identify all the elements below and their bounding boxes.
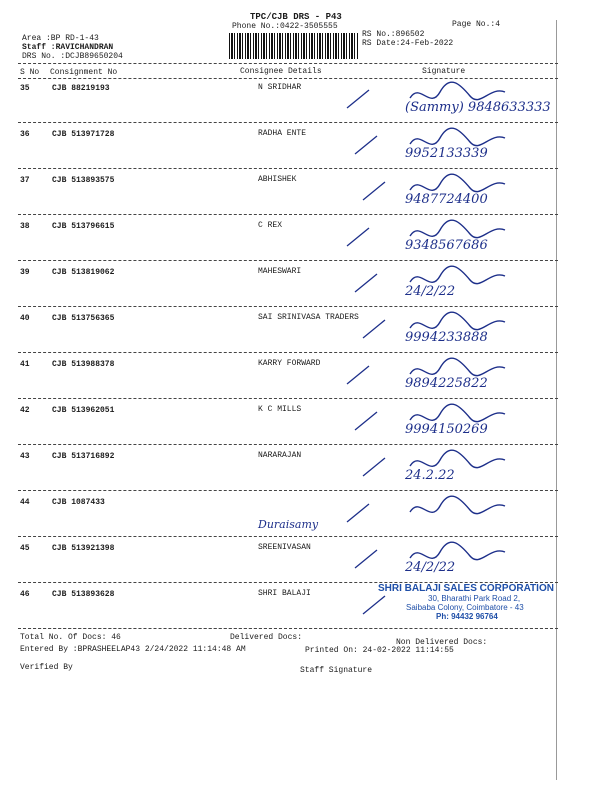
row-serial: 36: [20, 130, 30, 139]
page-number: Page No.:4: [452, 20, 501, 29]
row-serial: 46: [20, 590, 30, 599]
row-consignment-no: CJB 513962051: [52, 406, 115, 415]
handwritten-signature: 24.2.22: [405, 468, 455, 483]
divider: [18, 168, 558, 169]
divider: [18, 306, 558, 307]
right-margin-line: [556, 20, 557, 780]
document-title: TPC/CJB DRS - P43: [250, 12, 342, 22]
row-consignee: K C MILLS: [258, 405, 302, 414]
verified-by: Verified By: [20, 663, 73, 672]
staff-signature: Staff Signature: [300, 666, 373, 675]
row-consignment-no: CJB 513716892: [52, 452, 115, 461]
row-consignee: SREENIVASAN: [258, 543, 311, 552]
handwritten-signature: 9894225822: [405, 376, 488, 391]
col-consignee: Consignee Details: [240, 67, 322, 76]
row-serial: 42: [20, 406, 30, 415]
row-consignment-no: CJB 513893628: [52, 590, 115, 599]
signature-scribble-icon: [355, 80, 555, 120]
divider: [18, 490, 558, 491]
divider: [18, 63, 558, 64]
row-serial: 44: [20, 498, 30, 507]
signature-scribble-icon: [355, 172, 555, 212]
row-serial: 39: [20, 268, 30, 277]
non-delivered-docs: Non Delivered Docs:: [396, 638, 488, 647]
handwritten-signature: 24/2/22: [405, 284, 456, 299]
divider: [18, 122, 558, 123]
row-consignee: MAHESWARI: [258, 267, 302, 276]
divider: [18, 444, 558, 445]
row-consignment-no: CJB 513971728: [52, 130, 115, 139]
row-consignee: RADHA ENTE: [258, 129, 307, 138]
row-serial: 40: [20, 314, 30, 323]
phone-number: Phone No.:0422-3505555: [232, 22, 338, 31]
divider: [18, 352, 558, 353]
signature-scribble-icon: [355, 264, 555, 304]
barcode: [229, 33, 359, 59]
total-docs: Total No. Of Docs: 46: [20, 633, 121, 642]
signature-scribble-icon: [355, 218, 555, 258]
handwritten-signature: 9952133339: [405, 146, 488, 161]
divider: [18, 214, 558, 215]
row-consignee: C REX: [258, 221, 283, 230]
company-stamp: [378, 583, 558, 643]
stamp-line: SHRI BALAJI SALES CORPORATION: [378, 583, 554, 594]
rs-date: RS Date:24-Feb-2022: [362, 39, 454, 48]
col-sno: S No: [20, 68, 40, 77]
col-consignment: Consignment No: [50, 68, 118, 77]
row-serial: 43: [20, 452, 30, 461]
row-consignee: N SRIDHAR: [258, 83, 302, 92]
row-consignee: SAI SRINIVASA TRADERS: [258, 313, 359, 322]
row-consignee: ABHISHEK: [258, 175, 297, 184]
signature-scribble-icon: [355, 126, 555, 166]
row-consignment-no: CJB 88219193: [52, 84, 110, 93]
divider: [18, 536, 558, 537]
printed-on: Printed On: 24-02-2022 11:14:55: [305, 646, 454, 655]
stamp-line: Saibaba Colony, Coimbatore - 43: [406, 603, 524, 612]
drs-number: DRS No. :DCJB89650204: [22, 52, 123, 61]
row-consignment-no: CJB 513796615: [52, 222, 115, 231]
row-consignment-no: CJB 513988378: [52, 360, 115, 369]
row-consignee: KARRY FORWARD: [258, 359, 321, 368]
delivered-docs: Delivered Docs:: [230, 633, 303, 642]
divider: [18, 78, 558, 79]
handwritten-signature: 9348567686: [405, 238, 488, 253]
row-consignee: SHRI BALAJI: [258, 589, 311, 598]
handwritten-signature: 9994233888: [405, 330, 488, 345]
entered-by: Entered By :BPRASHEELAP43 2/24/2022 11:14:48 AM: [20, 645, 246, 654]
row-serial: 41: [20, 360, 30, 369]
rs-number: RS No.:896502: [362, 30, 425, 39]
handwritten-signature: 24/2/22: [405, 560, 456, 575]
row-serial: 35: [20, 84, 30, 93]
row-consignment-no: CJB 513893575: [52, 176, 115, 185]
staff-label: Staff :RAVICHANDRAN: [22, 43, 114, 52]
row-consignment-no: CJB 513921398: [52, 544, 115, 553]
signature-scribble-icon: [355, 310, 555, 350]
signature-scribble-icon: [355, 448, 555, 488]
signature-scribble-icon: [355, 540, 555, 580]
divider: [18, 260, 558, 261]
row-consignment-no: CJB 1087433: [52, 498, 105, 507]
divider: [18, 398, 558, 399]
divider: [18, 628, 558, 629]
handwritten-signature: (Sammy) 9848633333: [405, 100, 551, 115]
signature-scribble-icon: [355, 356, 555, 396]
signature-scribble-icon: [355, 402, 555, 442]
row-serial: 37: [20, 176, 30, 185]
row-consignment-no: CJB 513756365: [52, 314, 115, 323]
stamp-line: Ph: 94432 96764: [436, 612, 498, 621]
row-serial: 45: [20, 544, 30, 553]
handwritten-signature: Duraisamy: [258, 518, 319, 531]
signature-scribble-icon: [355, 494, 555, 534]
area-label: Area :BP RD-1-43: [22, 34, 99, 43]
row-consignee: NARARAJAN: [258, 451, 302, 460]
handwritten-signature: 9994150269: [405, 422, 488, 437]
row-serial: 38: [20, 222, 30, 231]
handwritten-signature: 9487724400: [405, 192, 488, 207]
row-consignment-no: CJB 513819062: [52, 268, 115, 277]
stamp-line: 30, Bharathi Park Road 2,: [428, 594, 521, 603]
col-signature: Signature: [422, 67, 466, 76]
